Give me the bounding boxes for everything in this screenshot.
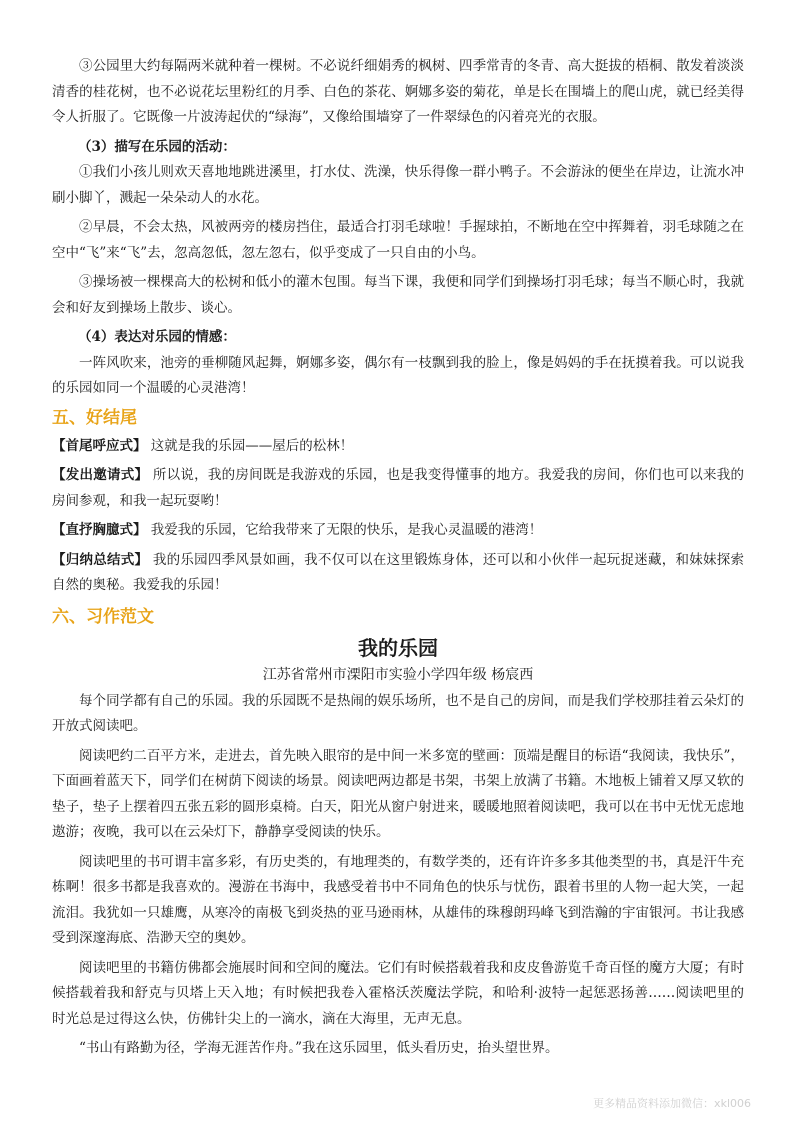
essay-paragraph: 阅读吧里的书籍仿佛都会施展时间和空间的魔法。它们有时候搭载着我和皮皮鲁游览千奇百怪的魔方大厦；有时候搭载着我和舒克与贝塔上天入地；有时候把我卷入霍格沃茨魔法学院，和哈利·波特一起惩恶扬善……阅读吧里的时光总是过得这么快，仿佛针尖上的一滴水，滴在大海里，无声无息。 — [52, 959, 744, 1027]
ending-text: 所以说，我的房间既是我游戏的乐园，也是我变得懂事的地方。我爱我的房间，你们也可以来我的房间参观，和我一起玩耍哟！ — [52, 467, 744, 509]
ending-item — [52, 518, 744, 544]
ending-tag: 【归纳总结式】 — [52, 551, 149, 568]
activity-paragraph: ①我们小孩儿则欢天喜地地跳进溪里，打水仗、洗澡，快乐得像一群小鸭子。不会游泳的便坐在岸边，让流水冲刷小脚丫，溅起一朵朵动人的水花。 — [52, 164, 744, 206]
ending-tag: 【直抒胸臆式】 — [52, 522, 147, 538]
activities-heading: （3）描写在乐园的活动： — [78, 138, 236, 155]
ending-tag: 【发出邀请式】 — [52, 467, 149, 483]
essay-title: 我的乐园 — [358, 635, 438, 660]
feelings-paragraph: 一阵风吹来，池旁的垂柳随风起舞，婀娜多姿，偶尔有一枝飘到我的脸上，像是妈妈的手在抚摸着我。可以说我的乐园如同一个温暖的心灵港湾！ — [52, 354, 744, 396]
ending-text: 这就是我的乐园——屋后的松林！ — [146, 437, 354, 454]
essay-paragraph: 阅读吧约二百平方米，走进去，首先映入眼帘的是中间一米多宽的壁画：顶端是醒目的标语“我阅读，我快乐”，下面画着蓝天下，同学们在树荫下阅读的场景。阅读吧两边都是书架，书架上放满了书籍。木地板上铺着又厚又软的垫子，垫子上摆着四五张五彩的圆形桌椅。白天，阳光从窗户射进来，暖暖地照着阅读吧，我可以在书中无忧无虑地遨游；夜晚，我可以在云朵灯下，静静享受阅读的快乐。 — [52, 747, 744, 840]
essay-paragraph: 阅读吧里的书可谓丰富多彩，有历史类的，有地理类的，有数学类的，还有许许多多其他类型的书，真是汗牛充栋啊！很多书都是我喜欢的。漫游在书海中，我感受着书中不同角色的快乐与忧伤，跟着书里的人物一起大笑，一起流泪。我犹如一只雄鹰，从寒冷的南极飞到炎热的亚马逊雨林，从雄伟的珠穆朗玛峰飞到浩瀚的宇宙银河。书让我感受到深邃海底、浩渺天空的奥妙。 — [52, 853, 744, 946]
essay-paragraph: 每个同学都有自己的乐园。我的乐园既不是热闹的娱乐场所，也不是自己的房间，而是我们学校那挂着云朵灯的开放式阅读吧。 — [52, 692, 744, 734]
ending-item — [52, 434, 744, 460]
activity-paragraph: ③操场被一棵棵高大的松树和低小的灌木包围。每当下课，我便和同学们到操场打羽毛球；每当不顺心时，我就会和好友到操场上散步、谈心。 — [52, 274, 744, 316]
watermark-text: 更多精品资料添加微信：xkl006 — [593, 1097, 751, 1110]
section-heading-good-endings: 五、好结尾 — [52, 407, 137, 428]
feelings-heading: （4）表达对乐园的情感： — [78, 329, 236, 345]
activity-paragraph: ②早晨，不会太热，风被两旁的楼房挡住，最适合打羽毛球啦！手握球拍，不断地在空中挥舞着，羽毛球随之在空中“飞”来“飞”去，忽高忽低，忽左忽右，似乎变成了一只自由的小鸟。 — [52, 219, 744, 261]
section-heading-model-essay: 六、习作范文 — [52, 606, 154, 627]
ending-text: 我爱我的乐园，它给我带来了无限的快乐，是我心灵温暖的港湾！ — [146, 522, 543, 538]
essay-paragraph: “书山有路勤为径，学海无涯苦作舟。”我在这乐园里，低头看历史，抬头望世界。 — [79, 1040, 559, 1056]
ending-item — [52, 463, 744, 514]
document-page — [52, 54, 744, 1062]
ending-tag: 【首尾呼应式】 — [52, 437, 147, 454]
ending-item — [52, 548, 744, 599]
ending-text: 我的乐园四季风景如画，我不仅可以在这里锻炼身体，还可以和小伙伴一起玩捉迷藏，和妹妹探索自然的奥秘。我爱我的乐园！ — [52, 551, 744, 593]
scenery-paragraph: ③公园里大约每隔两米就种着一棵树。不必说纤细娟秀的枫树、四季常青的冬青、高大挺拔的梧桐、散发着淡淡清香的桂花树，也不必说花坛里粉红的月季、白色的茶花、婀娜多姿的菊花，单是长在围墙上的爬山虎，就已经美得令人折服了。它既像一片波涛起伏的“绿海”，又像给围墙穿了一件翠绿色的闪着亮光的衣服。 — [52, 58, 744, 125]
essay-author: 江苏省常州市溧阳市实验小学四年级 杨宸西 — [262, 666, 534, 683]
